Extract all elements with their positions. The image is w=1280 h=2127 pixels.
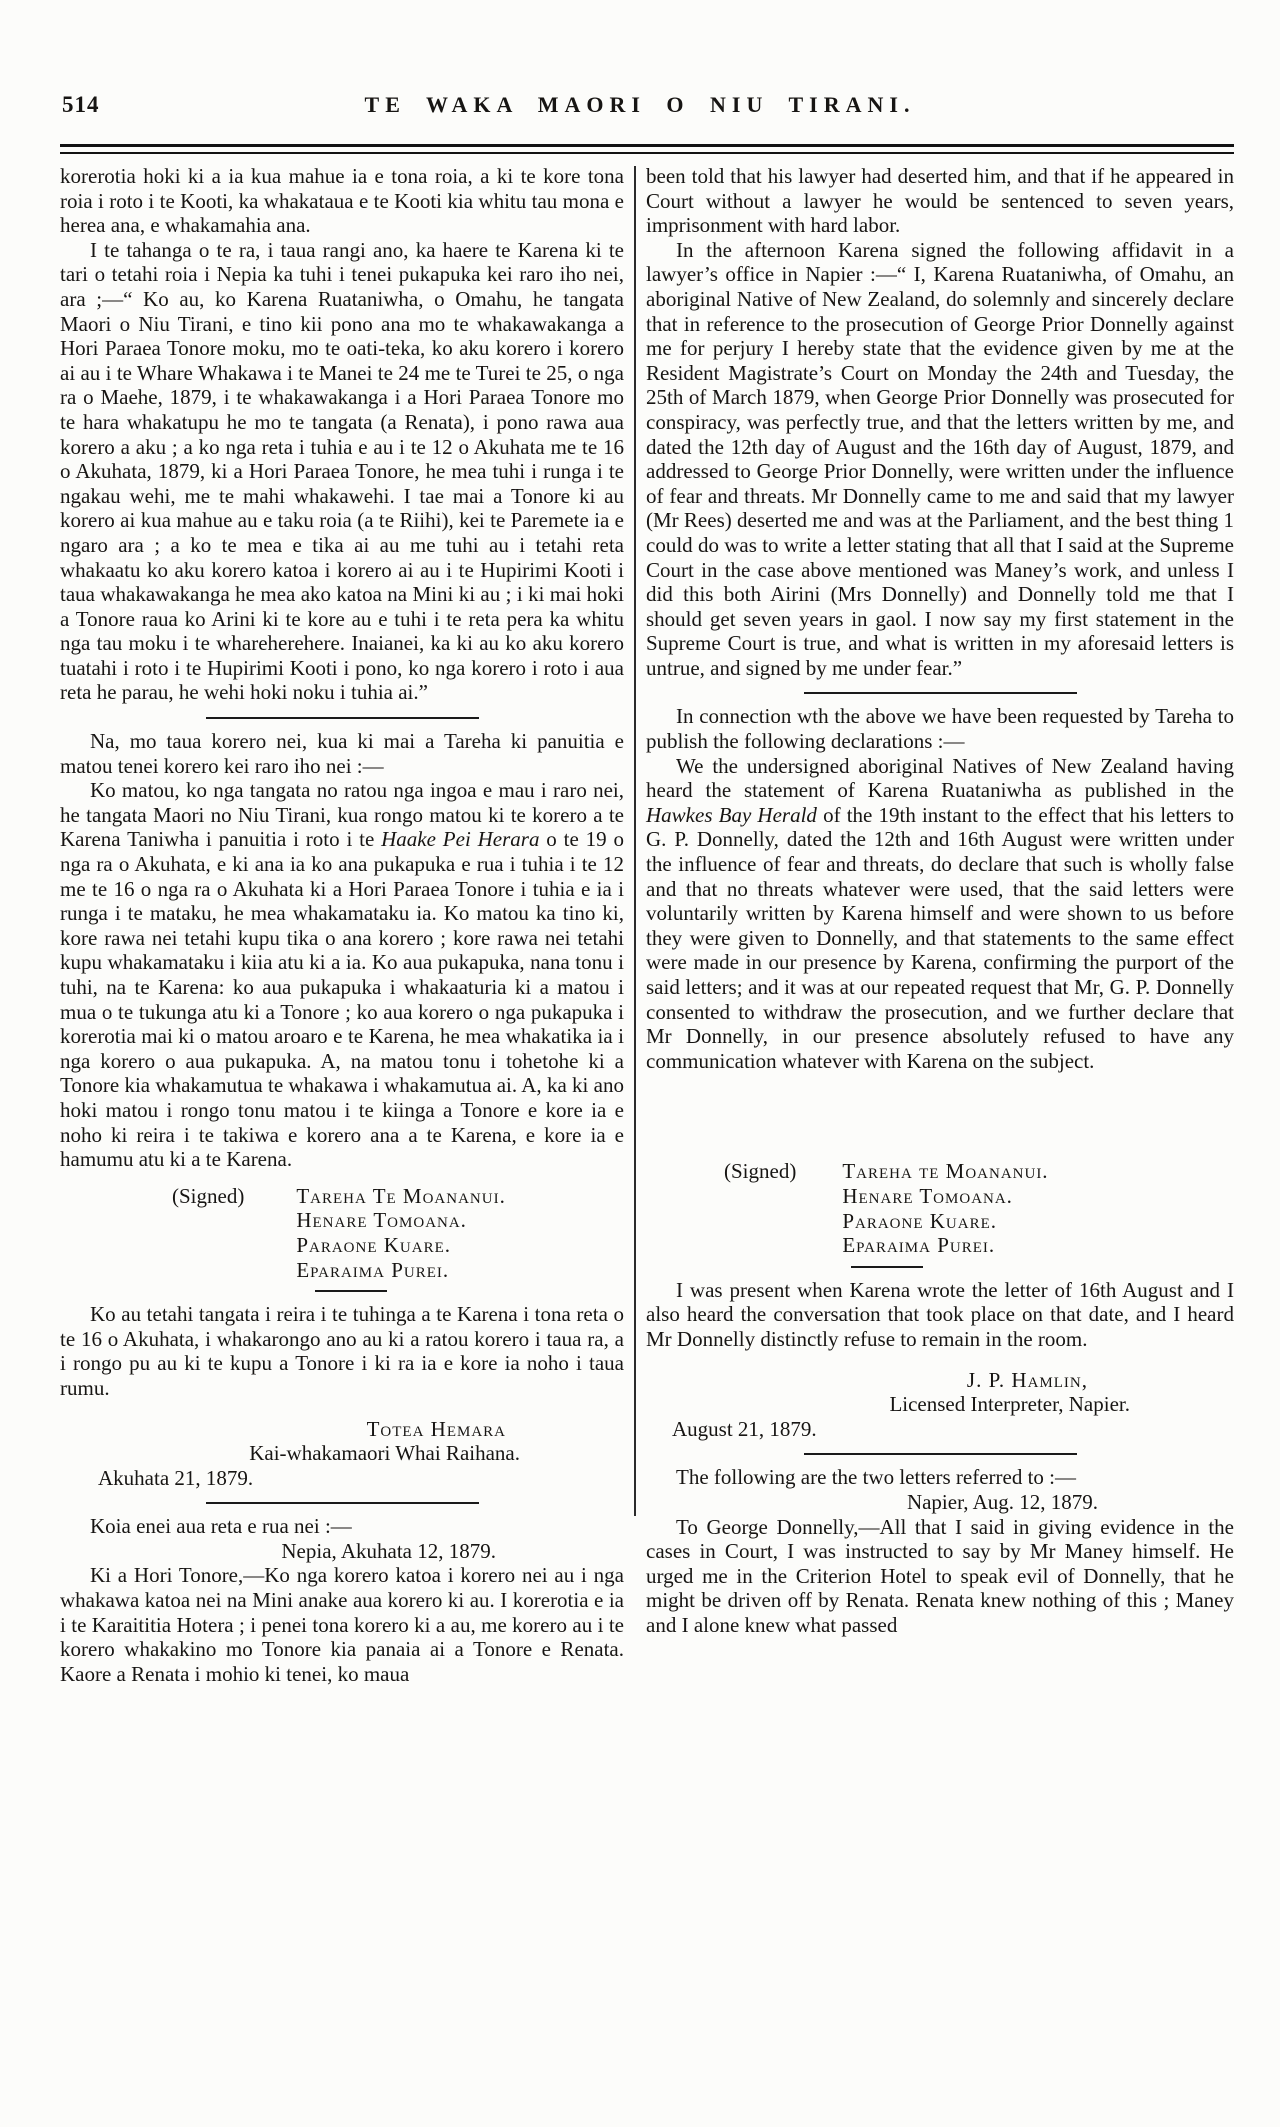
- signature-name: Henare Tomoana.: [296, 1208, 467, 1233]
- attest-date: Akuhata 21, 1879.: [98, 1465, 254, 1490]
- signature-name: Paraone Kuare.: [842, 1208, 998, 1233]
- declaration-text-post: o te 19 o nga ra o Akuhata, e ki ana ia ko ana pukapuka e rua i tuhia i te 12 me te 16 o nga ra o Akuhata ki a Hori Paraea Tonore i tuhia e ia i runga i te mataku, he mea whakamataku ia. Ko matou ka tino ki, kore rawa nei tetahi kupu tika o ana korero ; kore rawa nei tetahi kupu whakamataku i kiia atu ki a ia. Ko aua pukapuka, nana tonu i tuhi, na te Karena: ko aua pukapuka i whakaaturia ki a matou i mua o te tukunga atu ki a Tonore ; ko aua korero o nga pukapuka i korerotia mai ki o matou aroaro e te Karena, he mea whakatika ia i nga korero o aua pukapuka. A, na matou tonu i tohetohe ki a Tonore kia whakamutua te whakawa i whakamutua ai. A, ka ki ano hoki matou i rongo tonu matou i te kiinga a Tonore e kore ia e noho ki reira i te takiwa e korero ana a te Karena, e kore ia e hamumu atu ki a te Karena.: [60, 827, 624, 1172]
- signature-name: Eparaima Purei.: [296, 1257, 450, 1282]
- declaration-text-pre: Ko matou, ko nga tangata no ratou nga ingoa e mau i raro nei, he tangata Maori no Niu Tirani, kua rongo matou ki te korero a te Karena Taniwha i panuitia i roto i te: [60, 778, 624, 852]
- english-continuation-paragraph: been told that his lawyer had deserted him, and that if he appeared in Court without a lawyer he would be sentenced to seven years, imprisonment with hard labor.: [646, 164, 1234, 238]
- attest-name: J. P. Hamlin,: [966, 1367, 1088, 1392]
- two-column-content: [0, 154, 1280, 1686]
- signature-name: Tareha Te Moananui.: [296, 1183, 506, 1208]
- english-attest-paragraph: I was present when Karena wrote the letter of 16th August and I also heard the conversation that took place on that date, and I heard Mr Donnelly distinctly refuse to remain in the room.: [646, 1277, 1234, 1351]
- column-divider-rule: [634, 166, 636, 1516]
- english-declaration-paragraph: [646, 754, 1234, 1074]
- maori-letters-intro: Koia enei aua reta e rua nei :—: [90, 1514, 352, 1539]
- declaration-text-post: of the 19th instant to the effect that his letters to G. P. Donnelly, dated the 12th and 16th August were written under the influence of fear and threats, do declare that such is wholly false and that no threats whatever were used, that the said letters were voluntarily written by Karena himself and were shown to us before they were given to Donnelly, and that statements to the same effect were made in our presence by Karena, confirming the purport of the said letters; and it was at our repeated request that Mr, G. P. Donnelly consented to withdraw the prosecution, and we further declare that Mr Donnelly, in our presence absolutely refused to have any communication whatever with Karena on the subject.: [646, 802, 1234, 1073]
- maori-tareha-request-paragraph: Na, mo taua korero nei, kua ki mai a Tareha ki panuitia e matou tenei korero kei raro iho nei :—: [60, 729, 624, 778]
- signature-names: [296, 1184, 506, 1282]
- maori-affidavit-paragraph: I te tahanga o te ra, i taua rangi ano, ka haere te Karena ki te tari o tetahi roia i Nepia ka tuhi i tenei pukapuka kei raro iho nei, ara ;—“ Ko au, ko Karena Ruataniwha, o Omahu, he tangata Maori o Niu Tirani, e tino kii pono ana mo te whakawakanga a Hori Paraea Tonore moku, mo te oati-teka, ko aku korero i korero ai au i te Whare Whakawa i te Manei te 24 me te Turei te 25, o nga ra o Maehe, 1879, i te whakawakanga i a Hori Paraea Tonore mo te hara whakatupu he mo te tangata (a Renata), i pono rawa aua korero a aku ; a ko nga reta i tuhia e au i te 12 o Akuhata me te 16 o Akuhata, 1879, ki a Hori Paraea Tonore, he mea tuhi i runga i te ngakau wehi, me te mahi whakawehi. I tae mai a Tonore ki au korero ai kua mahue au e taku roia (a te Riihi), kei te Paremete ia e ngaro ara ; a ko te mea e tika ai au me tuhi au i tetahi reta whakaatu ko aku korero katoa i korero ai au i te Hupirimi Kooti i taua whakawakanga he mea ako katoa na Mini ki au ; i ki mai hoki a Tonore raua ko Arini ki te kore au e tuhi i te reta pera ka whitu nga tau moku i te whareherehere. Inaianei, ka ki au ko aku korero tuatahi i roto i te Hupirimi Kooti i pono, ko nga korero i roto i aua reta he parau, he wehi hoki noku i tuhia ai.”: [60, 237, 624, 705]
- maori-continuation-paragraph: korerotia hoki ki a ia kua mahue ia e tona roia, a ki te kore tona roia i roto i te Kooti, ka whakataua e te Kooti kia whitu tau mona e herea ana, e whakamahia ana.: [60, 164, 624, 238]
- maori-letter-body: Ki a Hori Tonore,—Ko nga korero katoa i korero nei au i nga whakawa katoa nei na Mini anake aua korero ki au. I korerotia e ia i te Karaititia Hotera ; i penei tona korero ki a au, me korero au i te korero whakakino mo Tonore kia panaia ai a Tonore e Renata. Kaore a Renata i mohio ki tenei, ko maua: [60, 1563, 624, 1686]
- signature-block: [60, 1184, 624, 1282]
- signature-name: Paraone Kuare.: [296, 1232, 452, 1257]
- left-column-maori: [60, 164, 624, 1686]
- attest-role: Licensed Interpreter, Napier.: [889, 1392, 1130, 1417]
- signature-name: Henare Tomoana.: [842, 1183, 1013, 1208]
- attest-date: August 21, 1879.: [672, 1416, 817, 1441]
- declaration-text-pre: We the undersigned aboriginal Natives of New Zealand having heard the statement of Karena Ruataniwha as published in the: [646, 753, 1234, 803]
- section-rule: [206, 717, 479, 719]
- letter-dateline: Napier, Aug. 12, 1879.: [906, 1489, 1098, 1514]
- signed-label: (Signed): [172, 1183, 245, 1208]
- newspaper-name-italic: Hawkes Bay Herald: [646, 802, 817, 827]
- signed-label: (Signed): [724, 1159, 797, 1184]
- header-rule-thick: [60, 144, 1234, 147]
- masthead-title: TE WAKA MAORI O NIU TIRANI.: [364, 92, 916, 117]
- signature-rule: [851, 1266, 923, 1268]
- page-number: 514: [62, 92, 100, 117]
- english-letter-body: To George Donnelly,—All that I said in giving evidence in the cases in Court, I was instructed to say by Mr Maney himself. He urged me in the Criterion Hotel to speak evil of Donnelly, that he might be driven off by Renata. Renata knew nothing of this ; Maney and I alone knew what passed: [646, 1514, 1234, 1637]
- newspaper-name-italic: Haake Pei Herara: [381, 827, 540, 852]
- letter-dateline: Nepia, Akuhata 12, 1879.: [281, 1538, 496, 1563]
- maori-declaration-paragraph: [60, 778, 624, 1172]
- section-rule: [804, 1453, 1077, 1455]
- signature-name: Eparaima Purei.: [842, 1233, 996, 1258]
- header-double-rule: [60, 144, 1234, 154]
- english-tareha-request-paragraph: In connection wth the above we have been requested by Tareha to publish the following declarations :—: [646, 704, 1234, 754]
- signature-names: [842, 1159, 1048, 1257]
- masthead-row: [0, 0, 1280, 132]
- section-rule: [206, 1502, 479, 1504]
- signature-rule: [315, 1290, 387, 1292]
- english-affidavit-paragraph: In the afternoon Karena signed the following affidavit in a lawyer’s office in Napier :—“ I, Karena Ruataniwha, of Omahu, an aboriginal Native of New Zealand, do solemnly and sincerely declare that in reference to the prosecution of George Prior Donnelly against me for perjury I hereby state that the evidence given by me at the Resident Magistrate’s Court on Monday the 24th and Tuesday, the 25th of March 1879, when George Prior Donnelly was prosecuted for conspiracy, was perfectly true, and that the letters written by me, and dated the 12th day of August and the 16th day of August, 1879, and addressed to George Prior Donnelly, were written under the influence of fear and threats. Mr Donnelly came to me and said that my lawyer (Mr Rees) deserted me and was at the Parliament, and the best thing 1 could do was to write a letter stating that all that I said at the Supreme Court in the case above mentioned was Maney’s work, and unless I did this both Airini (Mrs Donnelly) and Donnelly told me that I should get seven years in gaol. I now say my first statement in the Supreme Court is true, and what is written in my aforesaid letters is untrue, and signed by me under fear.”: [646, 237, 1234, 680]
- attest-role: Kai-whakamaori Whai Raihana.: [249, 1441, 520, 1466]
- signature-block: [646, 1159, 1234, 1257]
- right-column-english: [646, 164, 1234, 1686]
- maori-attest-paragraph: Ko au tetahi tangata i reira i te tuhinga a te Karena i tona reta o te 16 o Akuhata, i whakarongo ano au ki a ratou korero i taua ra, a i rongo pu au ki te kupu a Tonore i ki ra ia e kore ia noho i taua rumu.: [60, 1302, 624, 1400]
- english-letters-intro: The following are the two letters referred to :—: [676, 1465, 1077, 1490]
- signature-name: Tareha te Moananui.: [842, 1159, 1049, 1184]
- section-rule: [804, 692, 1077, 694]
- attest-name: Totea Hemara: [366, 1416, 506, 1441]
